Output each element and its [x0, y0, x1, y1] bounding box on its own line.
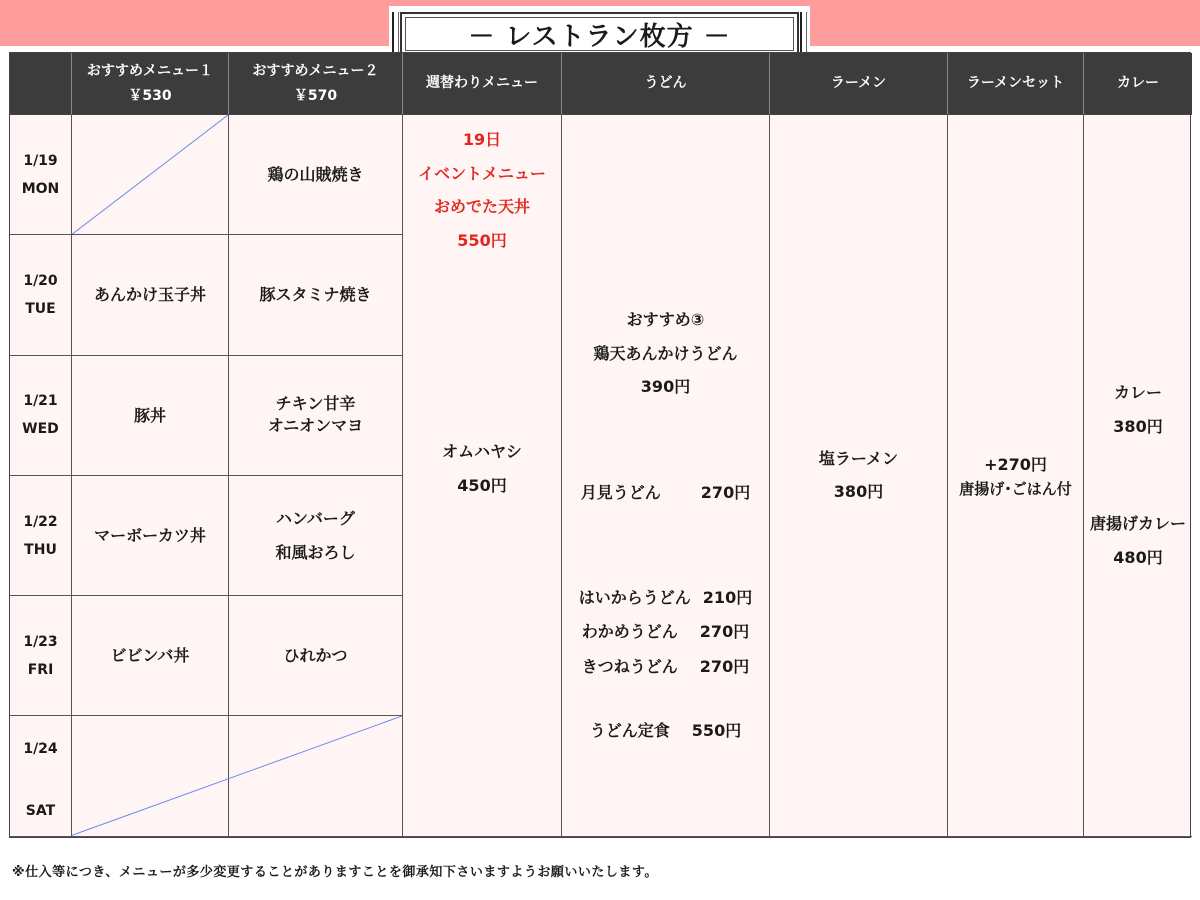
udon-item-price: 270円	[699, 622, 750, 642]
udon-item	[562, 717, 769, 744]
udon-special-label: おすすめ③	[626, 310, 705, 329]
day-weekday: TUE	[25, 300, 56, 317]
menu2-cell-0119	[229, 115, 403, 235]
header-udon	[562, 53, 770, 115]
page-title: － レストラン枚方 －	[468, 21, 731, 52]
menu2-item-line2: オニオンマヨ	[267, 416, 364, 436]
header-menu2-price: ￥570	[293, 87, 338, 104]
udon-item-name: 月見うどん	[580, 483, 661, 502]
weekly-main-price: 450円	[457, 475, 507, 495]
no-menu-slash	[72, 716, 402, 835]
udon-item-price: 550円	[691, 721, 742, 740]
header-curry	[1084, 53, 1192, 115]
menu2-cell-0120	[229, 235, 403, 355]
header-ramen-set-label: ラーメンセット	[966, 75, 1065, 92]
header-ramen-label: ラーメン	[830, 75, 887, 92]
menu1-cell-0119	[72, 115, 229, 235]
weekly-event-name: おめでた天丼	[433, 197, 530, 217]
menu1-item: ビビンバ丼	[110, 646, 190, 666]
menu2-item-line2: 和風おろし	[275, 542, 356, 562]
curry-item-price: 480円	[1113, 547, 1163, 567]
day-date: 1/19	[23, 152, 58, 169]
menu1-item: あんかけ玉子丼	[93, 285, 206, 305]
menu1-cell-0120	[72, 235, 229, 355]
ramen-name: 塩ラーメン	[818, 448, 899, 468]
ramen-set-note: 唐揚げ･ごはん付	[959, 479, 1072, 498]
menu1-item: マーボーカツ丼	[94, 525, 206, 545]
header-menu2	[229, 53, 403, 115]
header-corner	[10, 53, 72, 115]
ramen-menu-cell	[770, 115, 948, 837]
day-date: 1/20	[23, 272, 58, 289]
udon-menu-cell	[562, 115, 770, 837]
header-menu1-price: ￥530	[128, 87, 172, 104]
menu2-cell-0122	[229, 476, 403, 596]
ramen-set-cell	[948, 115, 1084, 837]
udon-special-price: 390円	[640, 377, 691, 397]
header-menu2-label: おすすめメニュー２	[252, 63, 379, 79]
udon-item	[562, 650, 769, 684]
udon-item-price: 210円	[702, 588, 753, 607]
menu1-item: 豚丼	[133, 405, 166, 425]
menu2-cell-0123	[229, 596, 403, 716]
udon-item-name: きつねうどん	[581, 656, 678, 676]
day-cell-0124	[10, 716, 72, 836]
day-cell-0121	[10, 356, 72, 476]
udon-list	[562, 581, 769, 684]
curry-item-name: 唐揚げカレー	[1089, 514, 1186, 534]
menu2-item: ひれかつ	[283, 646, 348, 666]
udon-item-price: 270円	[699, 656, 750, 676]
weekly-event-label: イベントメニュー	[418, 163, 546, 183]
udon-item-name: はいからうどん	[578, 588, 691, 607]
header-ramen-set	[948, 53, 1084, 115]
header-udon-label: うどん	[644, 75, 687, 92]
day-weekday: MON	[21, 180, 60, 197]
title-frame-left	[392, 12, 399, 56]
menu1-cell-0121	[72, 356, 229, 476]
menu2-item-line1: チキン甘辛	[275, 393, 356, 413]
udon-special-name: 鶏天あんかけうどん	[593, 343, 738, 363]
weekly-event-day: 19日	[462, 130, 502, 149]
menu2-cell-0121	[229, 356, 403, 476]
day-weekday: SAT	[25, 802, 56, 819]
ramen-set-price: +270円	[984, 454, 1047, 474]
header-menu1-label: おすすめメニュー１	[86, 63, 214, 79]
day-date: 1/22	[23, 513, 58, 530]
menu2-item: 鶏の山賊焼き	[267, 165, 364, 185]
menu-table	[9, 52, 1191, 838]
header-curry-label: カレー	[1117, 75, 1159, 92]
udon-item-price: 270円	[700, 483, 751, 502]
day-weekday: THU	[24, 541, 57, 558]
day-weekday: FRI	[27, 661, 54, 678]
day-date: 1/23	[23, 633, 58, 650]
curry-menu-cell	[1084, 115, 1192, 837]
day-date: 1/24	[23, 741, 58, 758]
header-ramen	[770, 53, 948, 115]
udon-item	[562, 581, 769, 615]
menu-cells-0124	[72, 716, 403, 836]
weekly-event-price: 550円	[457, 230, 507, 250]
no-menu-slash	[72, 115, 228, 234]
header-weekly	[403, 53, 562, 115]
header-weekly-label: 週替わりメニュー	[426, 75, 538, 92]
day-weekday: WED	[22, 421, 59, 438]
udon-item	[562, 615, 769, 649]
weekly-event	[418, 123, 546, 257]
day-cell-0123	[10, 596, 72, 716]
footnote: ※仕入等につき、メニューが多少変更することがありますことを御承知下さいますようお願いいたします。	[12, 865, 658, 880]
menu1-cell-0123	[72, 596, 229, 716]
udon-item-name: わかめうどん	[581, 622, 678, 642]
weekly-main-name: オムハヤシ	[442, 442, 522, 462]
weekly-menu-cell	[403, 115, 562, 837]
day-cell-0122	[10, 476, 72, 596]
udon-item	[562, 479, 769, 506]
menu2-item-line1: ハンバーグ	[276, 508, 355, 528]
curry-item-price: 380円	[1113, 416, 1163, 436]
udon-special	[562, 303, 769, 404]
header-menu1	[72, 53, 229, 115]
ramen-price: 380円	[833, 482, 884, 502]
curry-item-name: カレー	[1113, 383, 1162, 403]
udon-item-name: うどん定食	[589, 721, 670, 740]
menu1-cell-0122	[72, 476, 229, 596]
day-cell-0119	[10, 115, 72, 235]
title-frame-right	[800, 12, 807, 56]
day-date: 1/21	[23, 393, 58, 410]
menu2-item: 豚スタミナ焼き	[259, 285, 372, 305]
weekly-main	[442, 435, 522, 502]
day-cell-0120	[10, 235, 72, 355]
